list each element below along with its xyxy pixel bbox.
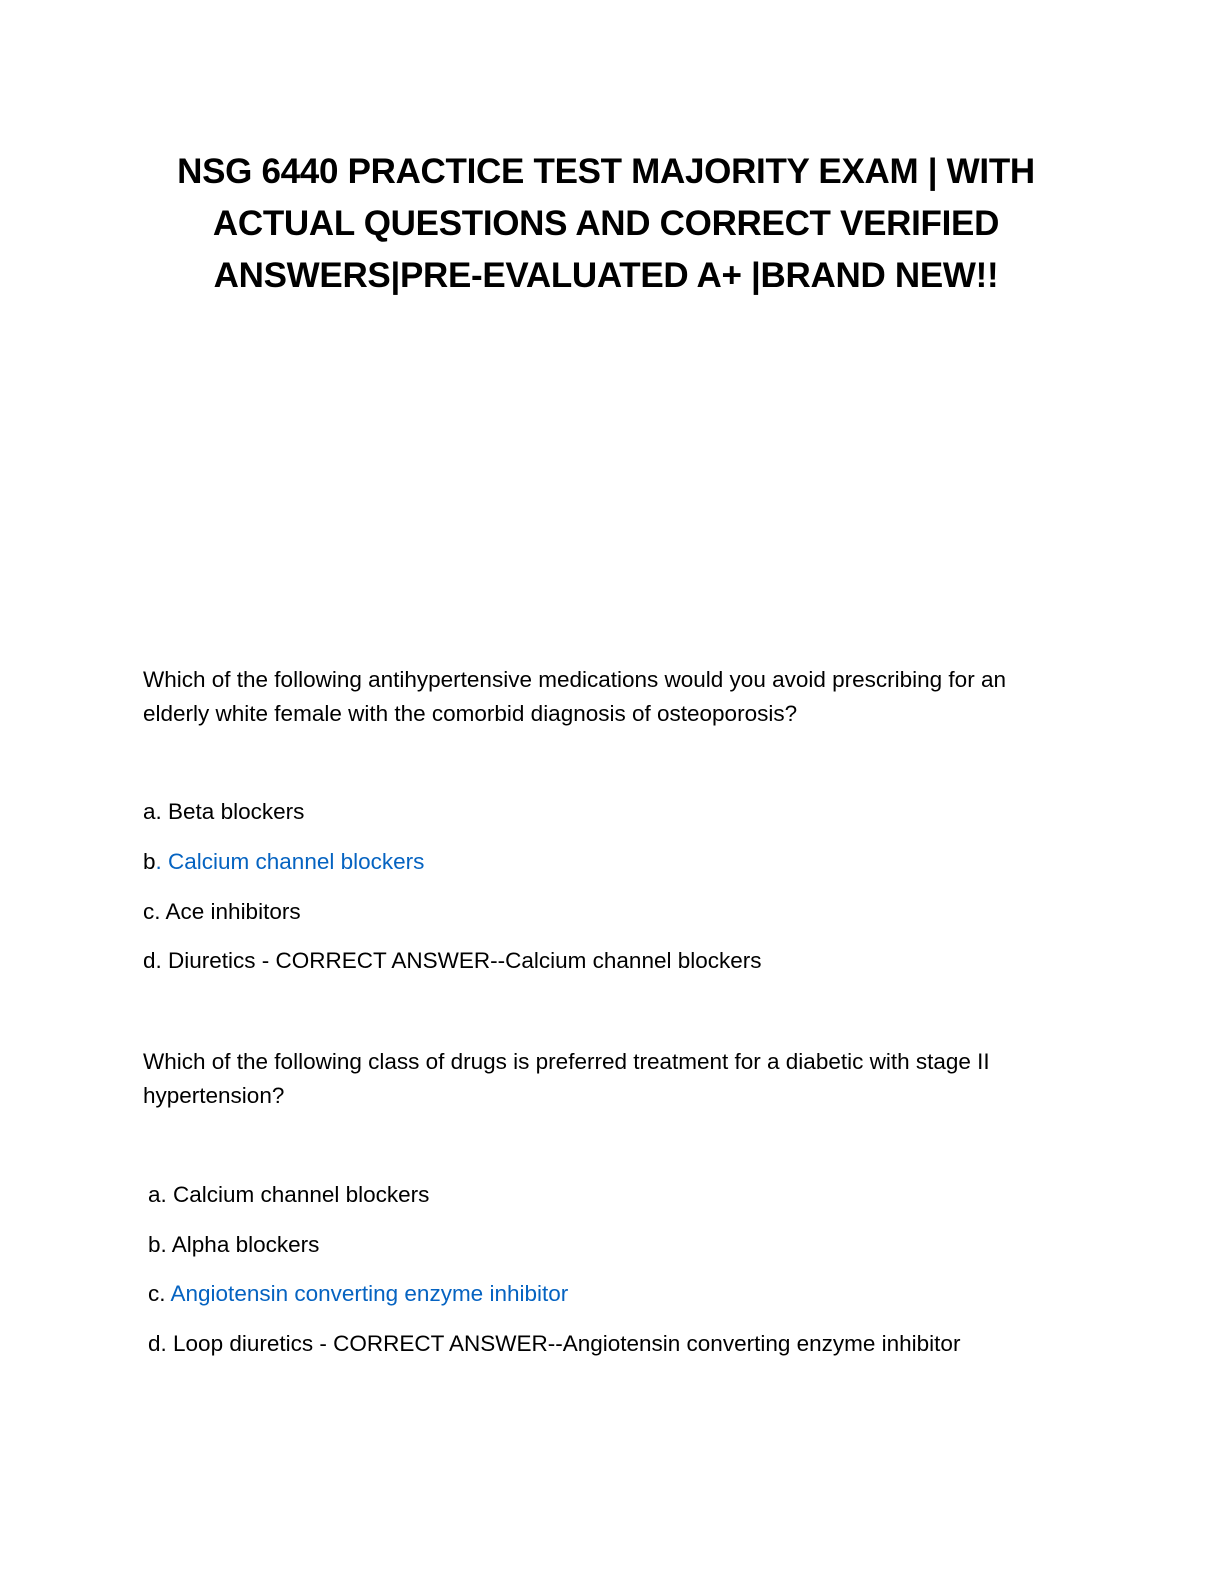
question-1-option-c — [143, 897, 301, 927]
question-1-line-1: Which of the following antihypertensive medications would you avoid prescribing for an — [143, 667, 1006, 692]
option-prefix: a. — [148, 1182, 174, 1207]
option-prefix: b — [143, 849, 156, 874]
question-1-option-a — [143, 797, 304, 827]
title-line-3: ANSWERS|PRE-EVALUATED A+ |BRAND NEW!! — [213, 256, 999, 295]
option-text-highlighted: Angiotensin converting enzyme inhibitor — [170, 1281, 569, 1306]
option-prefix: d. — [143, 948, 169, 973]
question-1-text — [143, 663, 1083, 731]
question-2-option-d — [148, 1329, 960, 1359]
option-text: Ace inhibitors — [165, 899, 301, 924]
question-2-option-a — [148, 1180, 429, 1210]
option-prefix: c. — [148, 1281, 171, 1306]
question-2-line-2: hypertension? — [143, 1083, 285, 1108]
question-2-option-c — [148, 1279, 568, 1309]
option-text: Calcium channel blockers — [173, 1182, 430, 1207]
question-2-option-b — [148, 1230, 319, 1260]
question-1-line-2: elderly white female with the comorbid diagnosis of osteoporosis? — [143, 701, 798, 726]
option-text-highlighted: . Calcium channel blockers — [155, 849, 425, 874]
title-line-2: ACTUAL QUESTIONS AND CORRECT VERIFIED — [212, 204, 1000, 243]
document-title — [150, 146, 1062, 302]
title-line-1: NSG 6440 PRACTICE TEST MAJORITY EXAM | WITH — [177, 152, 1035, 191]
option-text: Loop diuretics - CORRECT ANSWER--Angiotensin converting enzyme inhibitor — [173, 1331, 961, 1356]
option-prefix: c. — [143, 899, 166, 924]
question-1-option-b — [143, 847, 424, 877]
option-text: Beta blockers — [168, 799, 305, 824]
option-text: Alpha blockers — [171, 1232, 320, 1257]
question-1-option-d — [143, 946, 762, 976]
option-text: Diuretics - CORRECT ANSWER--Calcium channel blockers — [168, 948, 762, 973]
option-prefix: a. — [143, 799, 169, 824]
question-2-text — [143, 1045, 1083, 1113]
option-prefix: b. — [148, 1232, 172, 1257]
option-prefix: d. — [148, 1331, 174, 1356]
question-2-line-1: Which of the following class of drugs is preferred treatment for a diabetic with stage II — [143, 1049, 990, 1074]
